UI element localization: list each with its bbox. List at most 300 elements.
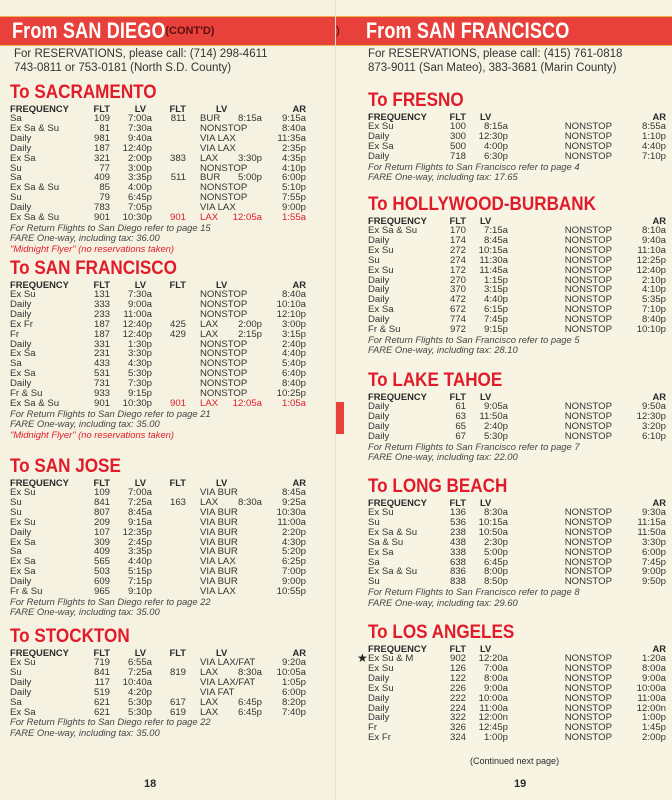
cell-leave: 12:35p bbox=[122, 526, 152, 538]
cell-flight: 672 bbox=[449, 304, 466, 316]
cell-leave: 10:50a bbox=[478, 526, 508, 538]
cell-leave: 2:30p bbox=[483, 536, 508, 548]
cell-routing: NONSTOP bbox=[564, 732, 612, 744]
table-row bbox=[10, 369, 306, 379]
route-title: To LOS ANGELES bbox=[368, 622, 515, 643]
cell-flight: 274 bbox=[449, 254, 466, 266]
cell-arrive: 7:45p bbox=[641, 556, 666, 568]
cell-via: BUR bbox=[200, 113, 221, 124]
cell-routing: NONSTOP bbox=[564, 130, 612, 142]
cell-routing: NONSTOP bbox=[564, 507, 612, 518]
cell-flight: 77 bbox=[99, 162, 110, 174]
cell-arrive: 4:40p bbox=[281, 348, 306, 360]
cell-flight: 117 bbox=[94, 676, 110, 688]
cell-leave: 6:45p bbox=[483, 556, 508, 568]
cell-flight: 321 bbox=[93, 152, 110, 164]
cell-arrive: 9:50p bbox=[641, 576, 666, 588]
cell-leave: 7:30a bbox=[127, 289, 152, 300]
table-row bbox=[368, 266, 666, 276]
cell-connecting-flight: 429 bbox=[169, 328, 186, 340]
header-lv: LV bbox=[134, 476, 146, 488]
cell-leave: 4:00p bbox=[483, 140, 508, 152]
cell-frequency: Fr & Su bbox=[10, 388, 43, 400]
cell-frequency: Ex Su bbox=[10, 516, 36, 528]
cell-frequency: Su bbox=[10, 666, 22, 678]
schedule-table bbox=[10, 477, 306, 597]
cell-leave: 5:30p bbox=[483, 430, 508, 442]
cell-arrive: 6:40p bbox=[281, 368, 306, 380]
route-title: To SAN JOSE bbox=[10, 456, 121, 477]
table-row bbox=[10, 567, 306, 577]
banner-from-san-diego bbox=[0, 16, 336, 46]
cell-leave: 3:00p bbox=[127, 162, 152, 174]
cell-routing: NONSTOP bbox=[564, 284, 612, 296]
cell-arrive: 12:00n bbox=[636, 702, 666, 714]
table-header bbox=[10, 647, 306, 658]
midnight-flyer-note: "Midnight Flyer" (no reservations taken) bbox=[10, 428, 175, 440]
frequency-text: Ex Sa bbox=[368, 304, 394, 316]
table-row bbox=[368, 674, 666, 684]
fare-note: FARE One-way, including tax: 35.00 bbox=[10, 418, 160, 430]
table-header bbox=[368, 391, 666, 402]
cell-flight: 409 bbox=[93, 546, 110, 558]
cell-arrive: 6:25p bbox=[281, 556, 306, 568]
cell-connect-leave: 6:45p bbox=[237, 696, 262, 708]
cell-flight: 300 bbox=[449, 130, 466, 142]
cell-flight: 131 bbox=[93, 289, 110, 300]
header-ar: AR bbox=[652, 390, 666, 402]
cell-routing: NONSTOP bbox=[564, 672, 612, 684]
cell-connecting-flight bbox=[152, 300, 186, 310]
cell-via: VIA LAX bbox=[200, 202, 236, 214]
cell-frequency bbox=[368, 733, 440, 743]
cell-flight: 109 bbox=[93, 113, 110, 124]
cell-leave: 9:00a bbox=[483, 682, 508, 694]
header-flt: FLT bbox=[449, 390, 466, 402]
frequency-text: Su bbox=[368, 576, 380, 588]
cell-frequency: Ex Su bbox=[10, 657, 36, 668]
cell-frequency: Ex Sa bbox=[10, 368, 36, 380]
cell-arrive: 4:35p bbox=[281, 152, 306, 164]
cell-frequency: Ex Su bbox=[10, 487, 36, 498]
cell-arrive: 8:45a bbox=[281, 487, 306, 498]
cell-leave: 12:40p bbox=[122, 328, 152, 340]
cell-arrive: 5:20p bbox=[281, 546, 306, 558]
cell-flight: 63 bbox=[455, 410, 466, 422]
cell-arrive: 2:20p bbox=[281, 526, 306, 538]
table-row bbox=[10, 528, 306, 538]
route-title: To SACRAMENTO bbox=[10, 82, 157, 103]
fare-note: FARE One-way, including tax: 36.00 bbox=[10, 232, 160, 244]
table-row bbox=[10, 359, 306, 369]
cell-leave: 6:45p bbox=[127, 192, 152, 204]
cell-leave: 12:40p bbox=[122, 318, 152, 330]
cell-connecting-flight bbox=[152, 369, 186, 379]
frequency-text: Daily bbox=[368, 702, 390, 714]
cell-arrive: 3:15p bbox=[281, 328, 306, 340]
cell-connecting-flight bbox=[152, 349, 186, 359]
cell-leave: 9:00a bbox=[127, 298, 152, 310]
cell-via: VIA LAX bbox=[200, 556, 236, 568]
cell-frequency: Daily bbox=[10, 676, 32, 688]
cell-flight: 238 bbox=[449, 526, 466, 538]
cell-arrive: 11:10a bbox=[637, 244, 666, 256]
cell-leave: 11:30a bbox=[479, 254, 508, 266]
frequency-text: Daily bbox=[368, 692, 390, 704]
cell-leave: 7:00a bbox=[127, 487, 152, 498]
cell-arrive: 2:40p bbox=[281, 338, 306, 350]
header-flt2: FLT bbox=[169, 476, 186, 488]
cell-flight: 638 bbox=[449, 556, 466, 568]
cell-arrive: 12:40p bbox=[636, 264, 666, 276]
return-flights-note: For Return Flights to San Diego refer to page 21 bbox=[10, 407, 211, 419]
frequency-text: Daily bbox=[368, 234, 390, 246]
table-header bbox=[368, 497, 666, 508]
cell-via: VIA LAX bbox=[200, 132, 236, 144]
frequency-text: Su bbox=[368, 254, 380, 266]
table-row bbox=[10, 547, 306, 557]
midnight-flyer-note: "Midnight Flyer" (no reservations taken) bbox=[10, 242, 175, 254]
header-frequency: FREQUENCY bbox=[10, 278, 69, 290]
table-row bbox=[10, 557, 306, 567]
schedule-table bbox=[368, 497, 666, 587]
schedule-table bbox=[10, 103, 306, 223]
frequency-text: Ex Sa bbox=[368, 546, 394, 558]
table-row bbox=[10, 134, 306, 144]
cell-flight: 65 bbox=[455, 420, 466, 432]
cell-via: NONSTOP bbox=[200, 289, 248, 300]
header-frequency: FREQUENCY bbox=[368, 390, 427, 402]
header-ar: AR bbox=[652, 496, 666, 508]
cell-arrive: 4:10p bbox=[641, 284, 666, 296]
cell-arrive: 7:40p bbox=[281, 706, 306, 718]
cell-leave: 7:25a bbox=[127, 496, 152, 508]
cell-arrive: 11:50a bbox=[637, 526, 666, 538]
cell-routing: NONSTOP bbox=[564, 712, 612, 724]
cell-via: LAX bbox=[200, 328, 219, 340]
cell-leave: 10:30p bbox=[122, 212, 152, 224]
header-lv: LV bbox=[480, 496, 492, 508]
cell-via: VIA BUR bbox=[200, 516, 238, 528]
cell-leave: 1:30p bbox=[127, 338, 152, 350]
frequency-text: Daily bbox=[368, 130, 390, 142]
table-row bbox=[10, 340, 306, 350]
cell-arrive: 11:15a bbox=[637, 516, 666, 528]
cell-arrive: 9:00a bbox=[641, 672, 666, 684]
cell-connecting-flight bbox=[152, 290, 186, 300]
table-header bbox=[10, 477, 306, 488]
route-title: To SAN FRANCISCO bbox=[10, 258, 177, 279]
reservations-line-1: For RESERVATIONS, please call: (415) 761-0818 bbox=[368, 48, 623, 60]
cell-frequency: Daily bbox=[10, 338, 32, 350]
header-frequency: FREQUENCY bbox=[368, 496, 427, 508]
table-row bbox=[10, 349, 306, 359]
cell-connecting-flight bbox=[152, 183, 186, 193]
frequency-text: Daily bbox=[368, 712, 390, 724]
cell-arrive: 1:05p bbox=[281, 676, 306, 688]
cell-routing: NONSTOP bbox=[564, 401, 612, 412]
page-number: 18 bbox=[144, 778, 157, 790]
header-ar: AR bbox=[292, 102, 306, 114]
frequency-text: Daily bbox=[368, 401, 390, 412]
cell-flight: 536 bbox=[449, 516, 466, 528]
cell-connecting-flight: 383 bbox=[169, 152, 186, 164]
cell-flight: 226 bbox=[449, 682, 466, 694]
cell-leave: 7:30a bbox=[127, 122, 152, 134]
cell-via: LAX bbox=[200, 212, 219, 224]
header-flt2: FLT bbox=[169, 102, 186, 114]
table-header bbox=[368, 111, 666, 122]
cell-flight: 783 bbox=[93, 202, 110, 214]
cell-leave: 11:00a bbox=[479, 702, 508, 714]
cell-flight: 170 bbox=[449, 225, 466, 236]
header-lv: LV bbox=[134, 102, 146, 114]
cell-leave: 3:35p bbox=[127, 172, 152, 184]
cell-frequency bbox=[368, 713, 440, 723]
cell-arrive: 8:20p bbox=[281, 696, 306, 708]
cell-frequency: Su bbox=[10, 496, 22, 508]
cell-frequency: Daily bbox=[10, 378, 32, 390]
return-flights-note: For Return Flights to San Diego refer to page 22 bbox=[10, 595, 211, 607]
table-row bbox=[368, 654, 666, 664]
header-frequency: FREQUENCY bbox=[368, 110, 427, 122]
header-ar: AR bbox=[652, 110, 666, 122]
cell-flight: 309 bbox=[93, 536, 110, 548]
cell-via: NONSTOP bbox=[200, 358, 248, 370]
cell-flight: 224 bbox=[449, 702, 466, 714]
table-row bbox=[10, 518, 306, 528]
cell-arrive: 11:00a bbox=[277, 516, 306, 528]
cell-flight: 81 bbox=[99, 122, 110, 134]
cell-leave: 8:15a bbox=[483, 121, 508, 132]
table-row bbox=[368, 684, 666, 694]
cell-frequency: Daily bbox=[10, 298, 32, 310]
cell-connect-leave: 5:00p bbox=[237, 172, 262, 184]
header-lv: LV bbox=[480, 642, 492, 654]
cell-leave: 8:50p bbox=[483, 576, 508, 588]
cell-connect-leave: 2:00p bbox=[237, 318, 262, 330]
cell-arrive: 2:35p bbox=[281, 142, 306, 154]
route-title: To LONG BEACH bbox=[368, 476, 508, 497]
fare-note: FARE One-way, including tax: 22.00 bbox=[368, 451, 518, 463]
cell-frequency: Daily bbox=[10, 202, 32, 214]
cell-flight: 187 bbox=[93, 142, 110, 154]
cell-arrive: 1:45p bbox=[641, 722, 666, 734]
cell-via: VIA BUR bbox=[200, 546, 238, 558]
cell-connect-leave: 6:45p bbox=[237, 706, 262, 718]
cell-routing: NONSTOP bbox=[564, 150, 612, 162]
cell-via: LAX bbox=[200, 496, 219, 508]
frequency-text: Daily bbox=[368, 420, 390, 432]
cell-arrive: 12:30p bbox=[636, 410, 666, 422]
cell-arrive: 10:05a bbox=[276, 666, 306, 678]
frequency-text: Daily bbox=[368, 410, 390, 422]
cell-arrive: 10:00a bbox=[636, 682, 666, 694]
cell-flight: 338 bbox=[449, 546, 466, 558]
route-title: To FRESNO bbox=[368, 90, 464, 111]
cell-connect-leave: 2:15p bbox=[237, 328, 262, 340]
cell-flight: 174 bbox=[449, 234, 466, 246]
fare-note: FARE One-way, including tax: 35.00 bbox=[10, 726, 160, 738]
route-title: To HOLLYWOOD-BURBANK bbox=[368, 194, 596, 215]
cell-frequency: Sa bbox=[10, 546, 22, 558]
cell-arrive: 11:00a bbox=[637, 692, 666, 704]
index-tab-marker bbox=[336, 402, 344, 434]
cell-flight: 231 bbox=[93, 348, 110, 360]
cell-leave: 12:45p bbox=[478, 722, 508, 734]
cell-connecting-flight bbox=[152, 577, 186, 587]
cell-flight: 503 bbox=[93, 566, 110, 578]
cell-flight: 126 bbox=[449, 662, 466, 674]
cell-via: VIA BUR bbox=[200, 536, 238, 548]
cell-leave: 12:00n bbox=[478, 712, 508, 724]
cell-frequency: Ex Sa & Su bbox=[10, 182, 60, 194]
cell-flight: 901 bbox=[93, 397, 110, 409]
route-section bbox=[10, 82, 330, 254]
cell-leave: 7:05p bbox=[127, 202, 152, 214]
table-row bbox=[10, 193, 306, 203]
cell-arrive: 9:00p bbox=[281, 576, 306, 588]
cell-frequency: Daily bbox=[10, 526, 32, 538]
cell-leave: 10:30p bbox=[122, 397, 152, 409]
cell-arrive: 4:30p bbox=[281, 536, 306, 548]
cell-connecting-flight: 511 bbox=[170, 172, 186, 184]
header-flt: FLT bbox=[93, 646, 110, 658]
schedule-table bbox=[368, 215, 666, 335]
header-lv: LV bbox=[480, 214, 492, 226]
reservations-info bbox=[368, 47, 622, 75]
header-flt: FLT bbox=[93, 278, 110, 290]
cell-arrive: 12:10p bbox=[276, 308, 306, 320]
header-flt: FLT bbox=[449, 496, 466, 508]
schedule-table bbox=[10, 279, 306, 409]
cell-flight: 519 bbox=[93, 686, 110, 698]
route-section bbox=[368, 90, 668, 183]
cell-via: VIA BUR bbox=[200, 526, 238, 538]
cell-arrive: 8:10a bbox=[641, 225, 666, 236]
cell-arrive: 8:40a bbox=[281, 122, 306, 134]
banner-from-san-francisco bbox=[336, 16, 672, 46]
table-row bbox=[368, 538, 666, 548]
cell-leave: 2:45p bbox=[127, 536, 152, 548]
cell-arrive: 8:40a bbox=[281, 289, 306, 300]
header-lv2: LV bbox=[216, 646, 228, 658]
cell-leave: 11:50a bbox=[479, 410, 508, 422]
cell-arrive: 7:10p bbox=[641, 150, 666, 162]
cell-routing: NONSTOP bbox=[564, 430, 612, 442]
header-lv: LV bbox=[480, 390, 492, 402]
table-row bbox=[10, 124, 306, 134]
cell-frequency: Daily bbox=[10, 142, 32, 154]
cell-leave: 5:15p bbox=[127, 566, 152, 578]
cell-leave: 10:15a bbox=[478, 244, 508, 256]
cell-arrive: 9:40a bbox=[641, 234, 666, 246]
cell-arrive: 1:05a bbox=[281, 397, 306, 409]
cell-frequency: Daily bbox=[10, 308, 32, 320]
cell-connecting-flight bbox=[152, 538, 186, 548]
table-row bbox=[368, 567, 666, 577]
table-row bbox=[368, 694, 666, 704]
cell-routing: NONSTOP bbox=[564, 576, 612, 588]
cell-via: NONSTOP bbox=[200, 162, 248, 174]
frequency-text: Ex Sa bbox=[368, 140, 394, 152]
cell-frequency: Ex Sa & Su bbox=[10, 122, 60, 134]
cell-leave: 7:15a bbox=[483, 225, 508, 236]
cell-arrive: 8:55a bbox=[641, 121, 666, 132]
cell-arrive: 9:20a bbox=[281, 657, 306, 668]
cell-via: NONSTOP bbox=[200, 182, 248, 194]
cell-arrive: 10:10a bbox=[276, 298, 306, 310]
cell-frequency bbox=[368, 325, 440, 335]
cell-leave: 11:45a bbox=[479, 264, 508, 276]
cell-leave: 7:25a bbox=[127, 666, 152, 678]
cell-arrive: 9:25a bbox=[281, 496, 306, 508]
frequency-text: Daily bbox=[368, 294, 390, 306]
header-lv2: LV bbox=[216, 102, 228, 114]
cell-routing: NONSTOP bbox=[564, 244, 612, 256]
cell-arrive: 9:00p bbox=[281, 202, 306, 214]
cell-flight: 326 bbox=[449, 722, 466, 734]
cell-flight: 933 bbox=[93, 388, 110, 400]
cell-flight: 270 bbox=[449, 274, 466, 286]
cell-flight: 531 bbox=[93, 368, 110, 380]
cell-leave: 7:45p bbox=[483, 314, 508, 326]
cell-routing: NONSTOP bbox=[564, 653, 612, 664]
fare-note: FARE One-way, including tax: 28.10 bbox=[368, 344, 518, 356]
cell-flight: 172 bbox=[449, 264, 466, 276]
cell-connect-leave: 12:05a bbox=[232, 212, 262, 224]
cell-leave: 8:45a bbox=[483, 234, 508, 246]
cell-frequency: Ex Sa bbox=[10, 706, 36, 718]
return-flights-note: For Return Flights to San Diego refer to page 15 bbox=[10, 221, 211, 233]
header-frequency: FREQUENCY bbox=[10, 646, 69, 658]
frequency-text: Daily bbox=[368, 672, 390, 684]
cell-frequency: Ex Sa & Su bbox=[10, 397, 60, 409]
frequency-text: Su bbox=[368, 516, 380, 528]
cell-arrive: 10:55p bbox=[276, 586, 306, 598]
cell-leave: 1:15p bbox=[483, 274, 508, 286]
table-row bbox=[368, 305, 666, 315]
frequency-text: Fr bbox=[368, 722, 378, 734]
frequency-text: Ex Su bbox=[368, 507, 394, 518]
cell-flight: 841 bbox=[93, 496, 110, 508]
table-row bbox=[10, 538, 306, 548]
cell-flight: 107 bbox=[93, 526, 110, 538]
cell-connecting-flight bbox=[152, 340, 186, 350]
cell-connecting-flight: 619 bbox=[169, 706, 186, 718]
table-row bbox=[368, 528, 666, 538]
cell-frequency: Daily bbox=[10, 686, 32, 698]
cell-leave: 3:35p bbox=[127, 546, 152, 558]
cell-leave: 3:30p bbox=[127, 348, 152, 360]
cell-connect-leave: 3:30p bbox=[237, 152, 262, 164]
cell-routing: NONSTOP bbox=[564, 722, 612, 734]
cell-flight: 79 bbox=[99, 192, 110, 204]
cell-frequency: Sa bbox=[10, 358, 22, 370]
cell-leave: 12:20a bbox=[478, 653, 508, 664]
header-ar: AR bbox=[652, 642, 666, 654]
cell-routing: NONSTOP bbox=[564, 420, 612, 432]
cell-flight: 85 bbox=[99, 182, 110, 194]
frequency-text: Sa bbox=[368, 556, 380, 568]
cell-leave: 8:45a bbox=[127, 506, 152, 518]
table-row bbox=[368, 142, 666, 152]
schedule-table bbox=[368, 111, 666, 162]
table-row bbox=[10, 290, 306, 300]
cell-flight: 222 bbox=[449, 692, 466, 704]
fare-note: FARE One-way, including tax: 29.60 bbox=[368, 596, 518, 608]
cell-routing: NONSTOP bbox=[564, 526, 612, 538]
